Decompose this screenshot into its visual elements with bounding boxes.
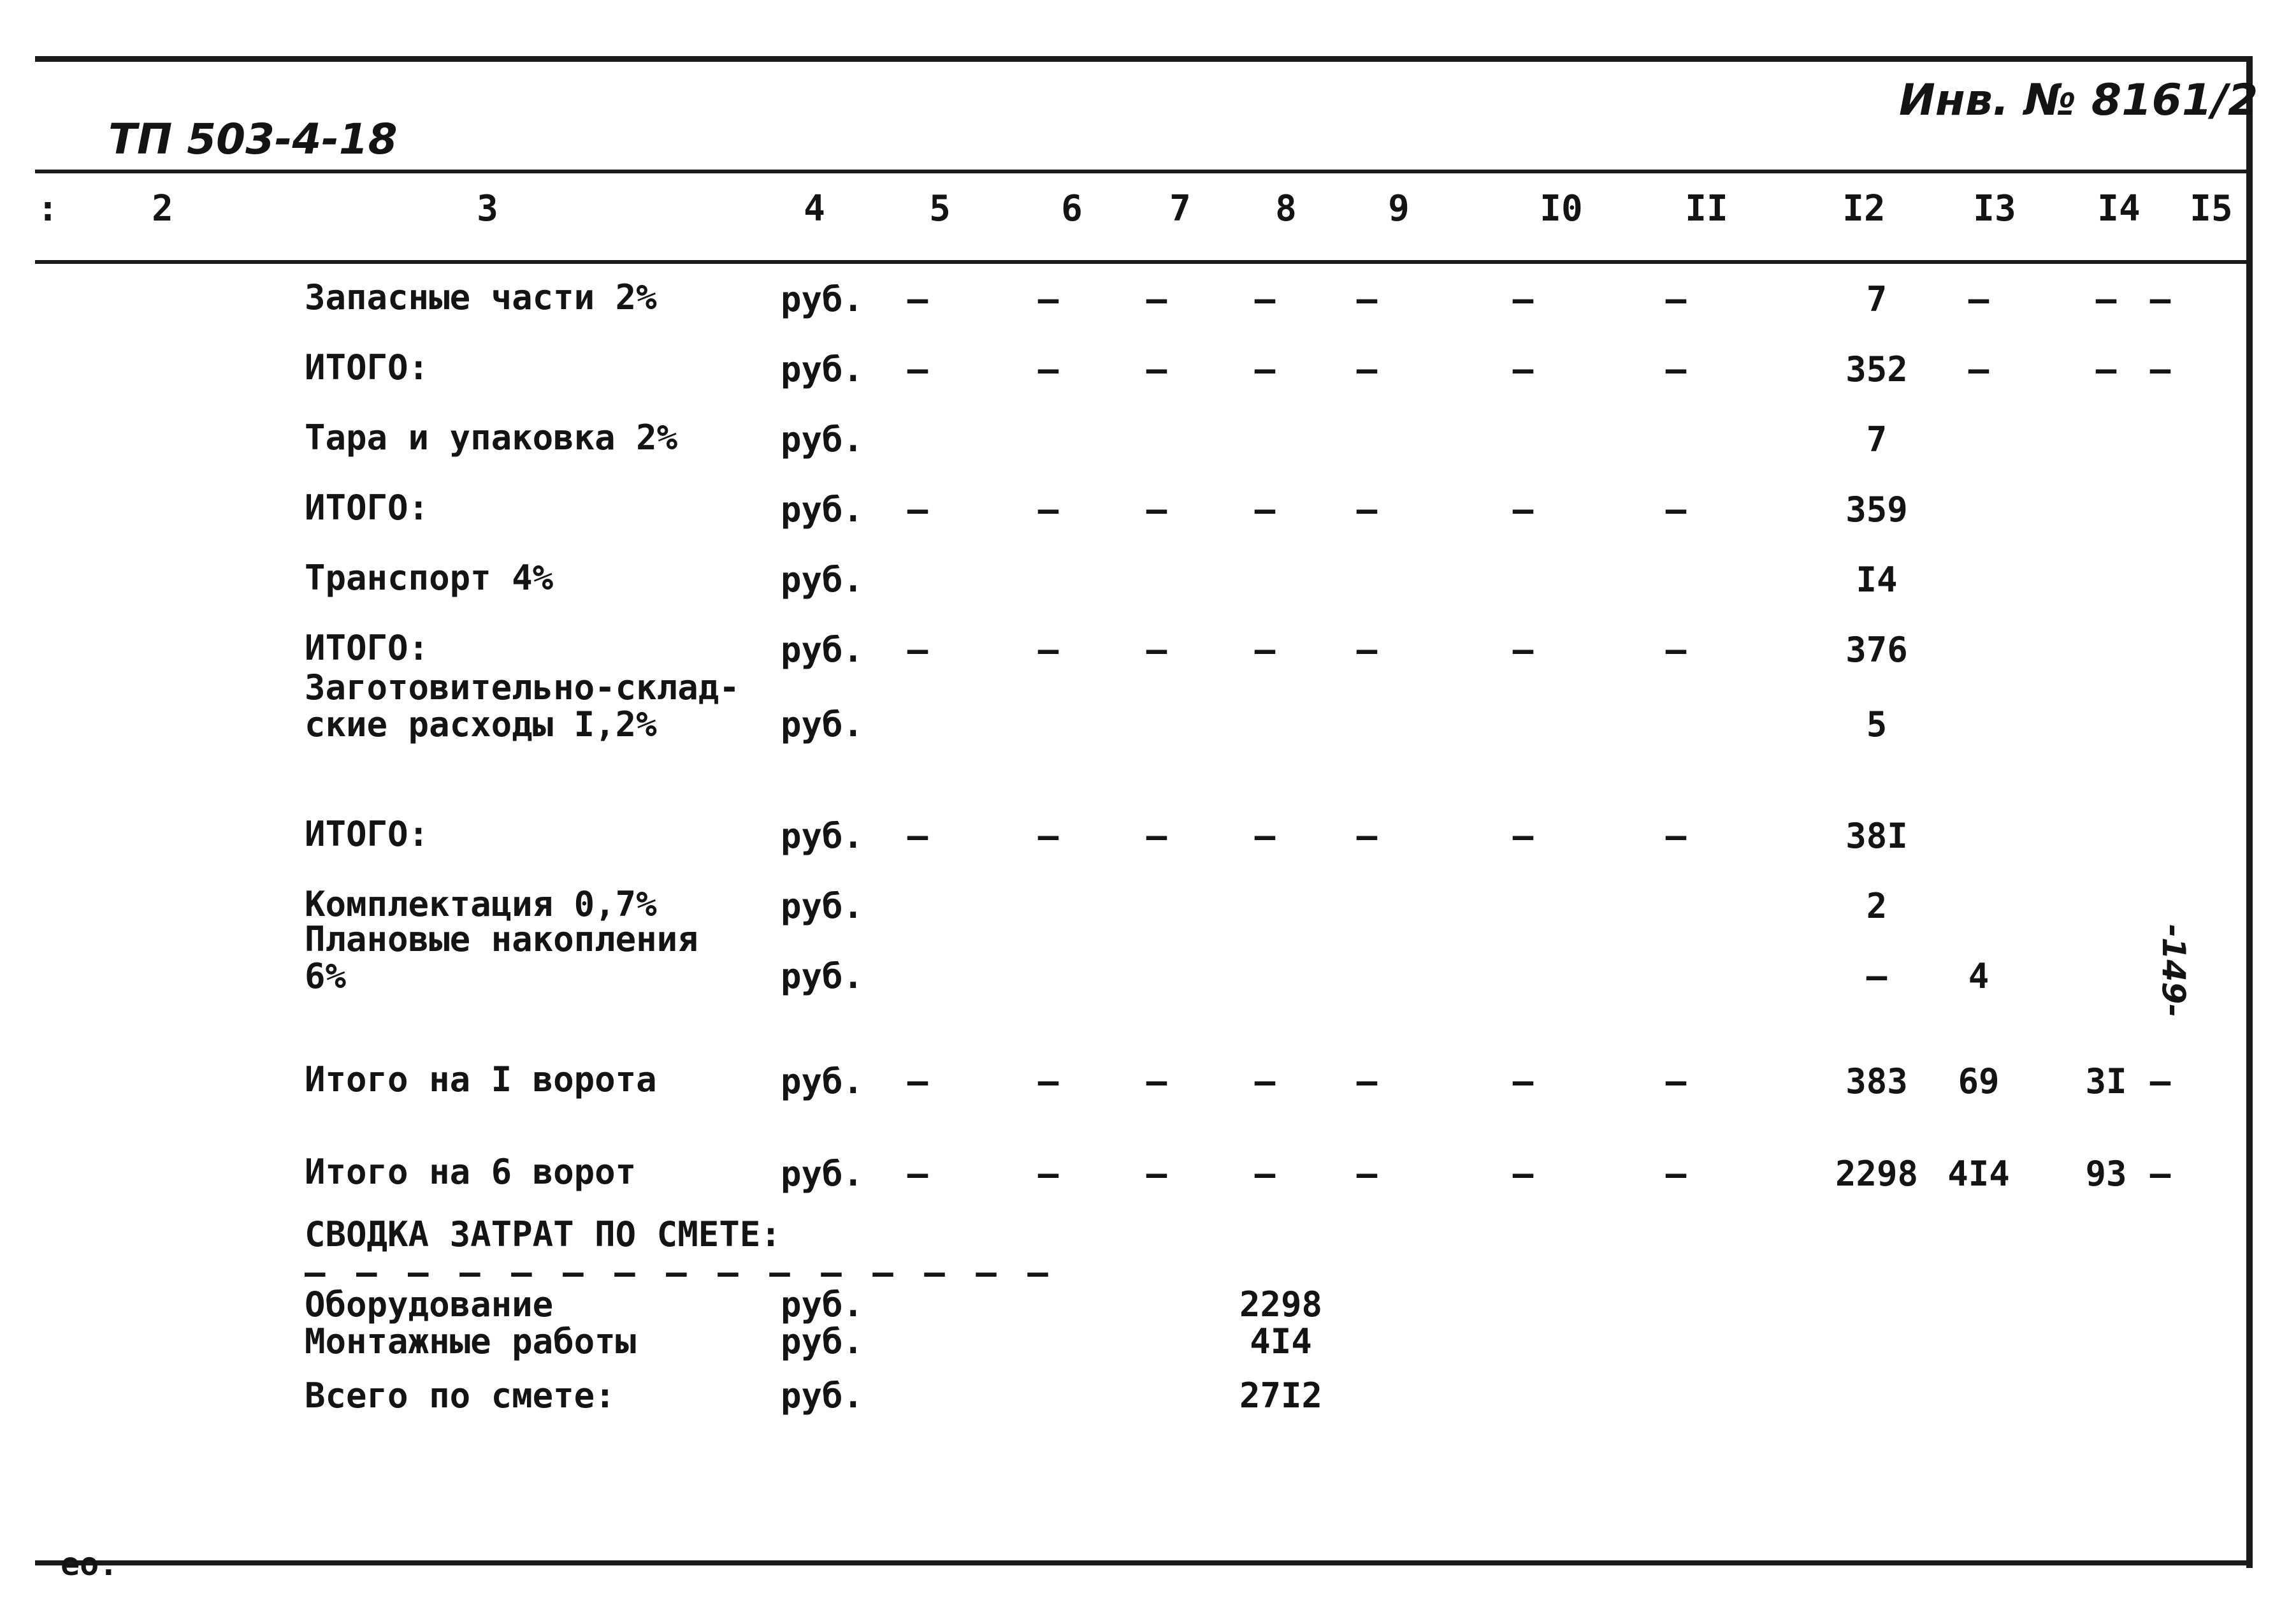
dash-cell: – [1146, 279, 1167, 319]
column-header-14: I4 [2097, 188, 2141, 229]
dash-cell: – [1037, 1061, 1059, 1101]
summary-equipment-unit: руб. [781, 1284, 864, 1325]
value-cell: 359 [1845, 490, 1908, 530]
value-cell: – [1968, 279, 1989, 319]
column-header-10: I0 [1540, 188, 1583, 229]
dash-cell: – [907, 1061, 928, 1101]
row-unit: руб. [781, 419, 864, 460]
summary-total-unit: руб. [781, 1376, 864, 1416]
dash-cell: – [1037, 490, 1059, 530]
dash-cell: – [1146, 816, 1167, 856]
dash-cell: – [907, 490, 928, 530]
column-header-7: 7 [1169, 188, 1191, 229]
dash-cell: – [1356, 490, 1378, 530]
column-header-12: I2 [1842, 188, 1886, 229]
header-rule-top [35, 170, 2246, 173]
dash-cell: – [1254, 349, 1276, 389]
column-header-2: 2 [152, 188, 173, 229]
dash-cell: – [1037, 816, 1059, 856]
summary-total: Всего по смете: [305, 1376, 616, 1416]
row-unit: руб. [781, 816, 864, 856]
dash-cell: – [1512, 630, 1534, 670]
dash-cell: – [1146, 1154, 1167, 1194]
column-header-3: 3 [477, 188, 498, 229]
dash-cell: – [1254, 630, 1276, 670]
value-cell: – [2149, 349, 2171, 389]
dash-cell: – [1146, 490, 1167, 530]
dash-cell: – [1037, 349, 1059, 389]
dash-cell: – [1254, 816, 1276, 856]
row-name: Тара и упаковка 2% [305, 417, 678, 458]
row-name: Заготовительно-склад- ские расходы I,2% [305, 667, 740, 744]
value-cell: 93 [2085, 1154, 2127, 1194]
dash-cell: – [1254, 1154, 1276, 1194]
inventory-number: Инв. № 8161/2 [1899, 75, 2258, 126]
row-name: Комплектация 0,7% [305, 884, 657, 924]
column-header-6: 6 [1061, 188, 1083, 229]
row-unit: руб. [781, 704, 864, 744]
row-unit: руб. [781, 886, 864, 926]
dash-cell: – [1512, 1061, 1534, 1101]
row-name: ИТОГО: [305, 814, 430, 854]
row-name: Итого на I ворота [305, 1059, 657, 1100]
value-cell: 7 [1866, 279, 1888, 319]
value-cell: – [1866, 956, 1888, 996]
value-cell: 2298 [1835, 1154, 1919, 1194]
dash-cell: – [1037, 279, 1059, 319]
document-code: ТП 503-4-18 [108, 115, 398, 164]
value-cell: – [2149, 279, 2171, 319]
dash-cell: – [907, 1154, 928, 1194]
value-cell: 7 [1866, 419, 1888, 460]
dash-cell: – [1254, 1061, 1276, 1101]
page-number: -149- [2155, 924, 2192, 1017]
column-header-13: I3 [1973, 188, 2016, 229]
row-unit: руб. [781, 630, 864, 670]
dash-cell: – [1146, 1061, 1167, 1101]
value-cell: 383 [1845, 1061, 1908, 1101]
row-unit: руб. [781, 279, 864, 319]
row-name: ИТОГО: [305, 488, 430, 528]
value-cell: – [2149, 1061, 2171, 1101]
dash-cell: – [907, 630, 928, 670]
dash-cell: – [1665, 1061, 1687, 1101]
summary-installation-unit: руб. [781, 1321, 864, 1361]
dash-cell: – [1512, 349, 1534, 389]
column-header-8: 8 [1275, 188, 1297, 229]
dash-cell: – [1512, 1154, 1534, 1194]
column-header-11: II [1685, 188, 1728, 229]
row-name: Запасные части 2% [305, 277, 657, 317]
value-cell: – [2149, 1154, 2171, 1194]
dash-cell: – [1254, 490, 1276, 530]
dash-cell: – [1512, 490, 1534, 530]
dash-cell: – [1356, 1154, 1378, 1194]
dash-cell: – [1356, 630, 1378, 670]
column-header-5: 5 [929, 188, 951, 229]
dash-cell: – [907, 816, 928, 856]
row-name: Транспорт 4% [305, 558, 554, 598]
dash-cell: – [1356, 279, 1378, 319]
row-unit: руб. [781, 1061, 864, 1101]
column-header-1: : [37, 188, 59, 229]
value-cell: 4 [1968, 956, 1989, 996]
dash-cell: – [1512, 816, 1534, 856]
row-name: ИТОГО: [305, 347, 430, 388]
value-cell: 2 [1866, 886, 1888, 926]
dash-cell: – [1665, 816, 1687, 856]
summary-equipment-value: 2298 [1239, 1284, 1323, 1325]
column-header-4: 4 [804, 188, 825, 229]
row-unit: руб. [781, 349, 864, 389]
value-cell: 38I [1845, 816, 1908, 856]
row-name: ИТОГО: [305, 628, 430, 668]
dash-cell: – [907, 349, 928, 389]
dash-cell: – [1254, 279, 1276, 319]
dash-cell: – [1665, 349, 1687, 389]
value-cell: – [1968, 349, 1989, 389]
dash-cell: – [1356, 1061, 1378, 1101]
value-cell: 5 [1866, 704, 1888, 744]
top-border [35, 56, 2253, 62]
bottom-border [35, 1560, 2253, 1565]
summary-underline: – – – – – – – – – – – – – – – [305, 1252, 1053, 1293]
row-name: Плановые накопления 6% [305, 919, 698, 996]
dash-cell: – [1037, 1154, 1059, 1194]
header-rule-bottom [35, 260, 2246, 264]
value-cell: – [2095, 279, 2117, 319]
dash-cell: – [1146, 630, 1167, 670]
row-unit: руб. [781, 1154, 864, 1194]
summary-installation-value: 4I4 [1250, 1321, 1312, 1361]
dash-cell: – [1665, 490, 1687, 530]
column-header-15: I5 [2190, 188, 2233, 229]
right-border [2246, 56, 2253, 1568]
value-cell: 4I4 [1947, 1154, 2010, 1194]
column-header-9: 9 [1388, 188, 1410, 229]
row-unit: руб. [781, 956, 864, 996]
dash-cell: – [1665, 279, 1687, 319]
summary-equipment: Оборудование [305, 1284, 554, 1325]
dash-cell: – [1665, 1154, 1687, 1194]
value-cell: 376 [1845, 630, 1908, 670]
value-cell: – [2095, 349, 2117, 389]
dash-cell: – [1356, 349, 1378, 389]
summary-installation: Монтажные работы [305, 1321, 637, 1361]
dash-cell: – [907, 279, 928, 319]
dash-cell: – [1665, 630, 1687, 670]
dash-cell: – [1512, 279, 1534, 319]
row-name: Итого на 6 ворот [305, 1152, 637, 1192]
dash-cell: – [1037, 630, 1059, 670]
value-cell: 69 [1958, 1061, 2000, 1101]
value-cell: 352 [1845, 349, 1908, 389]
value-cell: 3I [2085, 1061, 2127, 1101]
value-cell: I4 [1856, 560, 1898, 600]
row-unit: руб. [781, 490, 864, 530]
row-unit: руб. [781, 560, 864, 600]
footer-fragment: ео. [61, 1546, 119, 1583]
summary-total-value: 27I2 [1239, 1376, 1323, 1416]
dash-cell: – [1356, 816, 1378, 856]
dash-cell: – [1146, 349, 1167, 389]
summary-title: СВОДКА ЗАТРАТ ПО СМЕТЕ: [305, 1214, 781, 1254]
